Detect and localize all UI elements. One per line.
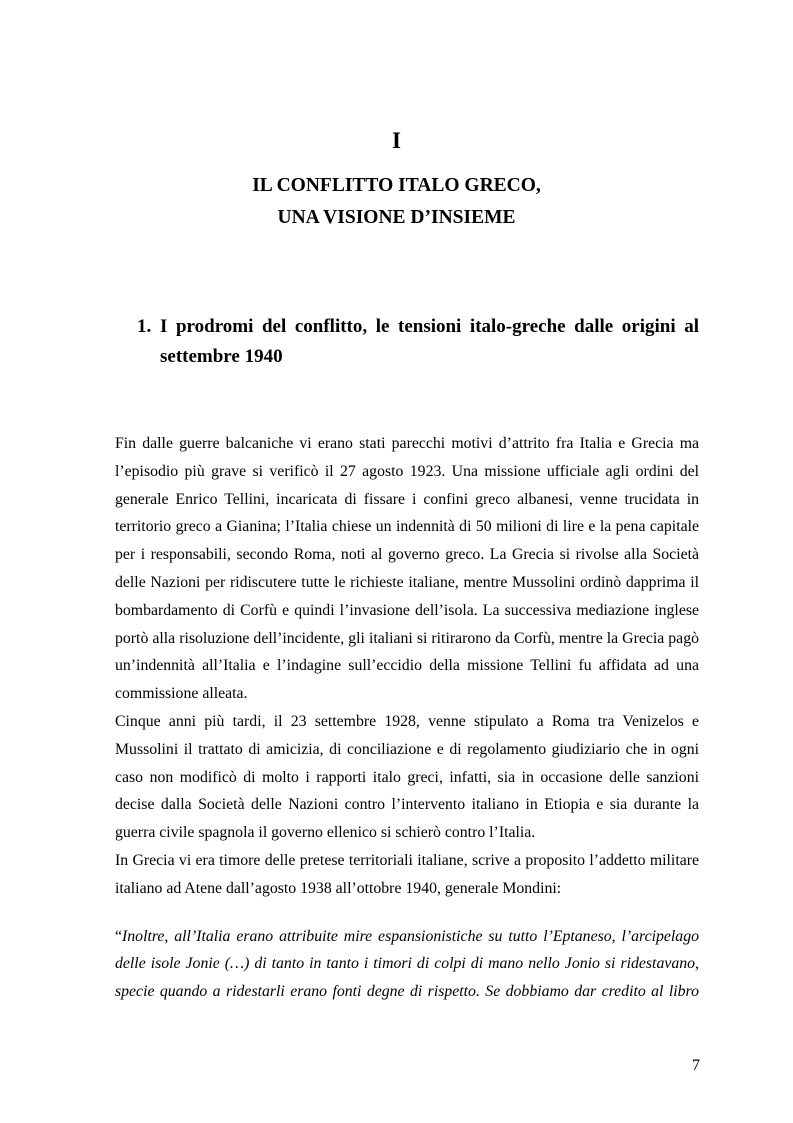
section-title-line-1: I prodromi del conflitto, le tensioni italo-greche dalle origini al — [160, 316, 699, 337]
chapter-title-line-2: UNA VISIONE D’INSIEME — [277, 207, 516, 228]
paragraph-3: In Grecia vi era timore delle pretese territoriali italiane, scrive a proposito l’addetto militare italiano ad Atene dall’agosto 1938 all’ottobre 1940, generale Mondini: — [115, 851, 699, 897]
body-text — [115, 430, 699, 1006]
chapter-title — [0, 170, 793, 234]
page-number: 7 — [692, 1057, 700, 1074]
chapter-title-line-1: IL CONFLITTO ITALO GRECO, — [252, 175, 541, 196]
chapter-number: I — [392, 128, 401, 153]
quote-text: Inoltre, all’Italia erano attribuite mire espansionistiche su tutto l’Eptaneso, l’arcipelago delle isole Jonie (…) di tanto in tanto i timori di colpi di mano nello Jonio si ridestavano, specie quando a ridestarli erano fonti degne di rispetto. Se dobbiamo dar credito al libro — [115, 927, 699, 1001]
quote-open-mark: “ — [115, 927, 123, 945]
paragraph-1: Fin dalle guerre balcaniche vi erano stati parecchi motivi d’attrito fra Italia e Grecia ma l’episodio più grave si verificò il 27 agosto 1923. Una missione ufficiale agli ordini del generale Enrico Tellini, incaricata di fissare i confini greco albanesi, venne trucidata in territorio greco a Gianina; l’Italia chiese un indennità di 50 milioni di lire e la pena capitale per i responsabili, secondo Roma, noti al governo greco. La Grecia si rivolse alla Società delle Nazioni per ridiscutere tutte le richieste italiane, mentre Mussolini ordinò dapprima il bombardamento di Corfù e quindi l’invasione dell’isola. La successiva mediazione inglese portò alla risoluzione dell’incidente, gli italiani si ritirarono da Corfù, mentre la Grecia pagò un’indennità all’Italia e l’indagine sull’eccidio della missione Tellini fu affidata ad una commissione alleata. — [115, 435, 699, 703]
paragraph-2: Cinque anni più tardi, il 23 settembre 1928, venne stipulato a Roma tra Venizelos e Mussolini il trattato di amicizia, di conciliazione e di regolamento giudiziario che in ogni caso non modificò di molto i rapporti italo greci, infatti, sia in occasione delle sanzioni decise dalla Società delle Nazioni contro l’intervento italiano in Etiopia e sia durante la guerra civile spagnola il governo ellenico si schierò contro l’Italia. — [115, 712, 699, 842]
section-title-line-2: settembre 1940 — [160, 346, 283, 367]
section-number: 1. — [137, 316, 152, 337]
block-quote — [115, 923, 699, 1006]
